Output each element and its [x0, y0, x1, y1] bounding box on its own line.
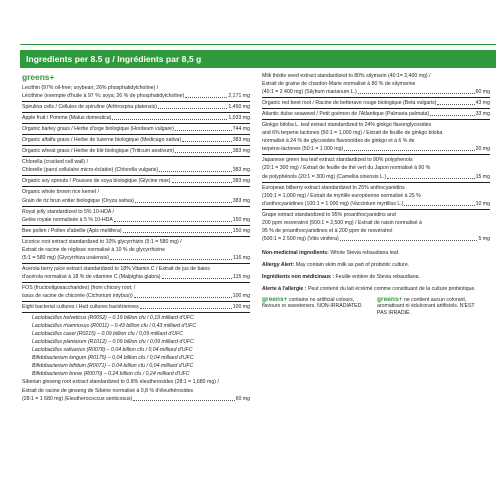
- claim-en: [262, 297, 367, 317]
- alerte-label: Alerte à l'allergie :: [262, 285, 307, 292]
- ingredient-name: (28:1 = 1 680 mg) (Eleutherococcus senticosus): [22, 395, 133, 402]
- ingredient-name: Lactobacillus helveticus (R0052) – 0.19 billion cfu / 0,19 milliard d'UFC: [32, 315, 194, 322]
- claim-en-text: contains no artificial colours, flavours or sweeteners. NON-IRRADIATED.: [262, 296, 363, 310]
- ingredient-name: Organic soy sprouts / Pousses de soya biologique (Glycine max): [22, 178, 171, 185]
- ingredient-row: [22, 92, 250, 100]
- ingredient-row: [22, 158, 250, 166]
- ingredient-name: terpéno-lactones (50:1 = 1 000 mg): [262, 146, 344, 153]
- dot-leader: [112, 119, 227, 120]
- ingredient-name: Organic red beet root / Racine de betterave rouge biologique (Beta vulgaris): [262, 100, 437, 107]
- ingredient-name: Gelée royale normalisée à 5 % 10-HDA: [22, 216, 113, 223]
- dot-leader: [162, 278, 233, 279]
- ingredient-row: [22, 166, 250, 174]
- ingredient-name: Apple fruit / Pomme (Malus domestica): [22, 115, 112, 122]
- ingredient-name: FOS (fructooligosaccharides) (from chicory root; /: [22, 284, 136, 291]
- row-divider: [262, 209, 490, 210]
- ingredient-row: [22, 338, 250, 346]
- ingredient-name: (40:1 = 2 400 mg) (Silybum marianum L.): [262, 89, 357, 96]
- dot-leader: [134, 297, 232, 298]
- ingredient-name: (500:1 = 2 500 mg) (Vitis vinifera): [262, 235, 339, 242]
- ingredient-name: Bifidobacterium breve (R0070) – 0.24 billion cfu / 0,24 milliard d'UFC: [32, 371, 190, 378]
- ingredient-row: [22, 216, 250, 224]
- dot-leader: [123, 232, 232, 233]
- ingredient-amount: 383 mg: [232, 137, 250, 144]
- ingredient-name: (100:1 = 1,000 mg) / Extrait de myrtille européenne normalisé à 25 %: [262, 192, 421, 199]
- ingredient-name: Bee pollen / Pollen d'abeille (Apis mellifera): [22, 227, 122, 234]
- dot-leader: [159, 171, 232, 172]
- dot-leader: [175, 152, 232, 153]
- ingredient-row: [22, 125, 250, 133]
- ingredient-row: [262, 219, 490, 227]
- ingredient-row: [22, 387, 250, 395]
- ingredient-name: Lactobacillus rhamnosus (R0011) – 0.43 billion cfu / 0,43 milliard d'UFC: [32, 323, 197, 330]
- ingredient-row: [22, 354, 250, 362]
- ingredient-amount: 60 mg: [235, 395, 250, 402]
- ingredient-name: Acerola berry juice extract standardized to 18% Vitamin C / Extrait de jus de baies: [22, 265, 210, 272]
- ingredient-row: [22, 322, 250, 330]
- ingredient-row: [262, 99, 490, 107]
- dot-leader: [114, 221, 232, 222]
- ingredient-name: Royal jelly standardized to 5% 10-HDA /: [22, 208, 114, 215]
- ingredient-name: Organic alfalfa grass / Herbe de luzerne biologique (Medicago sativa): [22, 137, 182, 144]
- ingredient-name: Atlantic dulse seaweed / Petit goémon de l'Atlantique (Palmaria palmata): [262, 111, 430, 118]
- dot-leader: [140, 308, 232, 309]
- alerte-text: Peut contenir du lait écrémé comme constituant de la culture probiotique.: [307, 285, 476, 292]
- ingredient-row: [22, 265, 250, 273]
- dot-leader: [133, 400, 234, 401]
- ingredient-row: [22, 208, 250, 216]
- row-divider: [22, 145, 250, 146]
- ingredient-row: [262, 227, 490, 235]
- ingredient-row: [262, 156, 490, 164]
- row-divider: [262, 97, 490, 98]
- ingredient-row: [262, 173, 490, 181]
- ingredient-name: Extrait de racine de réglisse normalisé à 10 % de glycyrrhizine: [22, 246, 166, 253]
- ingredient-row: [22, 284, 250, 292]
- row-divider: [22, 175, 250, 176]
- ingredient-name: Extrait de graine de chardon-Marie normalisé à 80 % de silymarine: [262, 81, 416, 88]
- row-divider: [262, 119, 490, 120]
- brand-heading: greens+: [22, 72, 55, 82]
- ingredient-name: Lécithine (exempte d'huile à 97 %; soya; 26 % de phosphatidylcholine): [22, 93, 185, 100]
- ingredient-row: [262, 80, 490, 88]
- right-ingredient-list: [262, 72, 490, 243]
- ingredient-name: 200 ppm resveratrol (500:1 = 2,500 mg) / Extrait de raisin normalisé à: [262, 219, 422, 226]
- dot-leader: [158, 108, 227, 109]
- ingredient-row: [22, 246, 250, 254]
- ingredient-row: [262, 88, 490, 96]
- ingredient-name: Eight bacterial cultures / Huit cultures bactériennes: [22, 304, 139, 311]
- ingredients-header: Ingredients per 8.5 g / Ingrédients par 8,5 g: [20, 50, 496, 68]
- ingredient-row: [22, 136, 250, 144]
- ingredient-amount: 116 mg: [233, 254, 250, 261]
- ingredient-name: de polyphénols (20:1 = 300 mg) (Camellia sinensis L.): [262, 173, 387, 180]
- non-medicinal-en-label: Non-medicinal ingredients:: [262, 249, 329, 256]
- ingredient-name: Spirulina cells / Cellules de spiruline (Arthrospira platensis): [22, 104, 157, 111]
- ingredient-row: [262, 192, 490, 200]
- non-medicinal-fr-text: Feuille entière de Stevia rebaudiana.: [335, 273, 421, 280]
- ingredient-amount: 1,033 mg: [228, 115, 250, 122]
- row-divider: [22, 263, 250, 264]
- ingredient-name: Organic barley grass / Herbe d'orge biologique (Hordeum vulgare): [22, 126, 174, 133]
- ingredient-amount: 60 mg: [475, 89, 490, 96]
- ingredient-name: Extrait de racine de ginseng de Sibérie normalisé à 0,8 % d'éleuthérosides: [22, 387, 194, 394]
- ingredient-amount: 2,171 mg: [228, 93, 250, 100]
- ingredient-amount: 383 mg: [232, 178, 250, 185]
- dot-leader: [430, 115, 474, 116]
- ingredient-name: Organic wheat grass / Herbe de blé biologique (Triticum aestivum): [22, 148, 175, 155]
- ingredient-amount: 10 mg: [475, 200, 490, 207]
- claims-section: [262, 297, 490, 317]
- ingredient-name: Lactobacillus plantarum (R1012) – 0.09 billion cfu / 0,09 milliard d'UFC: [32, 339, 194, 346]
- ingredient-row: [22, 197, 250, 205]
- row-divider: [262, 182, 490, 183]
- claim-fr-text: ne contient aucun colorant, aromatisant ni édulcorant artificiels. N'EST PAS IRRADIÉ.: [377, 296, 475, 317]
- ingredient-name: Chlorelle (paroi cellulaire micro-éclatée) (Chlorella vulgaris): [22, 167, 159, 174]
- ingredient-name: d'anthocyanidines (100:1 = 1 000 mg) (Vaccinium myrtillus L.): [262, 200, 404, 207]
- row-divider: [22, 206, 250, 207]
- row-divider: [22, 134, 250, 135]
- ingredient-name: Organic whole brown rice kernel /: [22, 189, 99, 196]
- ingredient-row: [22, 103, 250, 111]
- ingredient-name: (5:1 = 580 mg) (Glycyrrhiza uralensis): [22, 254, 109, 261]
- ingredient-name: Licorice root extract standardized to 10% glycyrrhizin (5:1 = 580 mg) /: [22, 238, 182, 245]
- non-medicinal-fr-label: Ingrédients non médicinaux :: [262, 273, 335, 280]
- ingredient-row: [22, 227, 250, 235]
- ingredient-row: [22, 177, 250, 185]
- ingredient-name: and 6% terpene lactones (50:1 = 1,000 mg) / Extrait de feuille de ginkgo biloba: [262, 130, 443, 137]
- ingredient-name: Japanese green tea leaf extract standardized to 90% polyphenols: [262, 157, 413, 164]
- dot-leader: [110, 259, 232, 260]
- non-medicinal-en: [262, 249, 490, 257]
- ingredient-name: Lactobacillus salivarius (R0078) – 0.04 billion cfu / 0,04 milliard d'UFC: [32, 347, 193, 354]
- row-divider: [262, 108, 490, 109]
- dot-leader: [185, 97, 227, 98]
- dot-leader: [182, 141, 232, 142]
- row-divider: [22, 301, 250, 302]
- ingredient-amount: 100 mg: [232, 292, 250, 299]
- ingredient-row: [262, 164, 490, 172]
- ingredient-name: Lecithin (97% oil-free; soybean; 26% phosphatidylcholine) /: [22, 85, 159, 91]
- ingredient-amount: 15 mg: [475, 173, 490, 180]
- ingredient-amount: 744 mg: [232, 126, 250, 133]
- non-medicinal-section: [262, 249, 490, 293]
- ingredient-row: [262, 72, 490, 80]
- ingredient-row: [22, 147, 250, 155]
- ingredient-row: [262, 235, 490, 243]
- ingredient-name: Grain de riz brun entier biologique (Oryza sativa): [22, 197, 134, 204]
- ingredient-row: [22, 303, 250, 311]
- ingredient-amount: 5 mg: [478, 235, 490, 242]
- dot-leader: [175, 130, 232, 131]
- ingredient-row: [22, 370, 250, 378]
- row-divider: [22, 236, 250, 237]
- ingredient-amount: 1,450 mg: [228, 104, 250, 111]
- ingredient-amount: 383 mg: [232, 197, 250, 204]
- dot-leader: [344, 150, 474, 151]
- claim-en-brand: greens+: [262, 295, 288, 303]
- allergy-alert-label: Allergy Alert:: [262, 261, 295, 268]
- ingredient-row: [22, 84, 250, 92]
- ingredient-row: [22, 188, 250, 196]
- ingredient-row: [22, 378, 250, 386]
- row-divider: [22, 156, 250, 157]
- ingredient-amount: 43 mg: [475, 100, 490, 107]
- ingredient-name: Bifidobacterium longum (R0175) – 0.04 billion cfu / 0,04 milliard d'UFC: [32, 355, 194, 362]
- ingredient-amount: 115 mg: [233, 273, 250, 280]
- ingredient-amount: 383 mg: [232, 148, 250, 155]
- ingredient-row: [22, 395, 250, 403]
- ingredient-amount: 150 mg: [232, 227, 250, 234]
- row-divider: [22, 112, 250, 113]
- claim-fr-brand: greens+: [377, 295, 403, 303]
- ingredient-name: Milk thistle seed extract standardized to 80% silymarin (40:1= 2,400 mg) /: [262, 73, 431, 79]
- ingredient-row: [262, 129, 490, 137]
- allergy-alert-fr: [262, 285, 490, 293]
- ingredient-row: [22, 114, 250, 122]
- ingredient-name: European bilberry extract standardized to 25% anthocyanidins: [262, 184, 405, 191]
- ingredient-row: [262, 145, 490, 153]
- ingredient-name: Ginkgo biloba L. leaf extract standardized to 24% ginkgo flavonglycosides: [262, 122, 432, 129]
- ingredient-row: [262, 211, 490, 219]
- ingredient-name: Siberian ginseng root extract standardized to 0.8% eleutherosides (28:1 = 1,680 mg) /: [22, 379, 219, 386]
- dot-leader: [172, 182, 232, 183]
- ingredient-name: Bifidobacterium bifidum (R0071) – 0.04 billion cfu / 0,04 milliard d'UFC: [32, 363, 194, 370]
- row-divider: [262, 154, 490, 155]
- ingredient-row: [262, 121, 490, 129]
- ingredient-row: [22, 346, 250, 354]
- top-rule: [20, 44, 496, 45]
- ingredient-row: [262, 110, 490, 118]
- ingredient-name: 95 % de proanthocyanidines et à 200 ppm de resvératrol: [262, 227, 393, 234]
- ingredient-name: Lactobacillus casei (R0215) – 0.09 billion cfu / 0,09 milliard d'UFC: [32, 331, 183, 338]
- allergy-alert-text: May contain skim milk as part of probiotic culture.: [295, 261, 410, 268]
- ingredient-amount: 150 mg: [232, 216, 250, 223]
- non-medicinal-en-text: Whole Stevia rebaudiana leaf.: [330, 249, 400, 256]
- row-divider: [22, 123, 250, 124]
- allergy-alert-en: [262, 261, 490, 269]
- ingredient-name: d'acérola normalisé à 18 % de vitamine C (Malpighia glabra): [22, 273, 161, 280]
- ingredient-amount: 100 mg: [232, 304, 250, 311]
- ingredient-row: [22, 273, 250, 281]
- ingredient-amount: 33 mg: [475, 111, 490, 118]
- dot-leader: [340, 240, 478, 241]
- dot-leader: [437, 104, 474, 105]
- ingredient-row: [262, 184, 490, 192]
- ingredient-name: issus de racine de chicorée (Cichorium intybus)): [22, 292, 133, 299]
- left-column: [22, 72, 250, 403]
- ingredient-row: [22, 292, 250, 300]
- row-divider: [22, 225, 250, 226]
- left-ingredient-list: [22, 84, 250, 403]
- dot-leader: [404, 205, 474, 206]
- ingredient-row: [262, 200, 490, 208]
- ingredient-row: [262, 137, 490, 145]
- dot-leader: [135, 202, 232, 203]
- ingredient-name: Grape extract standardized to 95% proanthocyanidins and: [262, 211, 396, 218]
- row-divider: [22, 186, 250, 187]
- ingredient-row: [22, 330, 250, 338]
- ingredient-amount: 20 mg: [475, 146, 490, 153]
- ingredient-name: normalisé à 24 % de glycosides flavonoïdes de ginkgo et à 6 % de: [262, 138, 415, 145]
- non-medicinal-fr: [262, 273, 490, 281]
- ingredient-row: [22, 362, 250, 370]
- right-column: [262, 72, 490, 317]
- row-divider: [22, 282, 250, 283]
- ingredient-amount: 383 mg: [232, 167, 250, 174]
- ingredient-name: Chlorella (cracked cell wall) /: [22, 159, 89, 166]
- ingredient-row: [22, 254, 250, 262]
- ingredient-row: [22, 314, 250, 322]
- ingredient-row: [22, 238, 250, 246]
- claim-fr: [377, 297, 482, 317]
- row-divider: [22, 312, 250, 313]
- ingredient-name: (20:1 = 300 mg) / Extrait de feuille de thé vert du Japon normalisé à 90 %: [262, 165, 431, 172]
- dot-leader: [358, 93, 475, 94]
- dot-leader: [387, 178, 474, 179]
- row-divider: [22, 101, 250, 102]
